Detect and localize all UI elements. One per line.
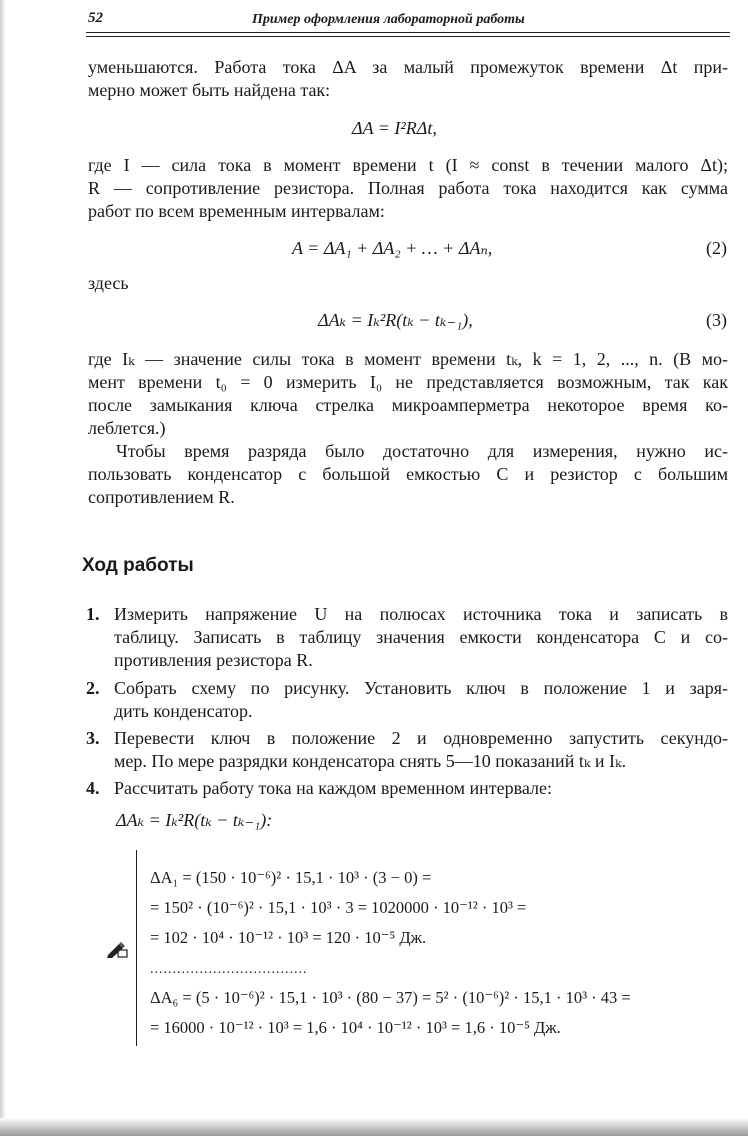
- page-edge-shadow: [0, 0, 6, 1136]
- text-line: мерно может быть найдена так:: [88, 80, 331, 100]
- pencil-icon: [106, 940, 128, 958]
- text-line: где Iₖ — значение силы тока в момент времени tₖ, k = 1, 2, ..., n. (В мо-: [88, 349, 728, 369]
- calculation-line: ΔA₆ = (5 · 10⁻⁶)² · 15,1 · 10³ · (80 − 37) = 5² · (10⁻⁶)² · 15,1 · 10³ · 43 =: [150, 988, 631, 1007]
- text-line: где I — сила тока в момент времени t (I ≈ const в течении малого Δt);: [88, 155, 728, 175]
- equation-number: (3): [706, 310, 727, 330]
- text-line: таблицу. Записать в таблицу значения емкости конденсатора C и со-: [114, 627, 728, 647]
- list-item-number: 4.: [86, 778, 100, 798]
- text-line: противления резистора R.: [114, 650, 313, 670]
- calculation-line: = 102 · 10⁴ · 10⁻¹² · 10³ = 120 · 10⁻⁵ Дж.: [150, 928, 427, 947]
- running-head: Пример оформления лабораторной работы: [252, 12, 525, 27]
- list-item-number: 1.: [86, 604, 100, 624]
- list-item-number: 2.: [86, 678, 100, 698]
- formula-total-work: A = ΔA₁ + ΔA₂ + … + ΔAₙ,: [292, 238, 493, 258]
- text-here: здесь: [88, 273, 129, 293]
- text-line: леблется.): [88, 418, 166, 438]
- formula-item4: ΔAₖ = Iₖ²R(tₖ − tₖ₋₁):: [116, 810, 273, 830]
- equation-number: (2): [706, 238, 727, 258]
- calculation-line: ΔA₁ = (150 · 10⁻⁶)² · 15,1 · 10³ · (3 − 0) =: [150, 868, 432, 887]
- text-line: Собрать схему по рисунку. Установить ключ в положение 1 и заря-: [114, 678, 728, 698]
- calculation-line: = 16000 · 10⁻¹² · 10³ = 1,6 · 10⁴ · 10⁻¹² · 10³ = 1,6 · 10⁻⁵ Дж.: [150, 1018, 561, 1037]
- page-bottom-shadow: [0, 1118, 748, 1136]
- ellipsis-dots: ...................................: [150, 962, 308, 977]
- formula-interval-work: ΔAₖ = Iₖ²R(tₖ − tₖ₋₁),: [318, 310, 473, 330]
- text-line: R — сопротивление резистора. Полная работа тока находится как сумма: [88, 178, 728, 198]
- text-line: Перевести ключ в положение 2 и одновременно запустить секундо-: [114, 728, 728, 748]
- text-line: после замыкания ключа стрелка микроамперметра некоторое время ко-: [88, 395, 728, 415]
- section-heading: Ход работы: [82, 555, 194, 576]
- header-rule: [86, 32, 730, 33]
- text-line: мент времени t₀ = 0 измерить I₀ не представляется возможным, так как: [88, 372, 728, 392]
- text-line: уменьшаются. Работа тока ΔA за малый промежуток времени Δt при-: [88, 57, 728, 77]
- text-line: пользовать конденсатор с большой емкостью C и резистор с большим: [88, 464, 728, 484]
- formula-work-element: ΔA = I²RΔt,: [352, 118, 437, 138]
- text-line: дить конденсатор.: [114, 701, 253, 721]
- text-line: Измерить напряжение U на полюсах источника тока и записать в: [114, 604, 728, 624]
- text-line: Чтобы время разряда было достаточно для измерения, нужно ис-: [116, 441, 728, 461]
- list-item-number: 3.: [86, 728, 100, 748]
- text-line: работ по всем временным интервалам:: [88, 201, 385, 221]
- page-number: 52: [88, 10, 103, 26]
- calculation-bracket: [136, 850, 137, 1046]
- text-line: мер. По мере разрядки конденсатора снять 5—10 показаний tₖ и Iₖ.: [114, 751, 627, 771]
- text-line: сопротивлением R.: [88, 487, 235, 507]
- header-rule-thin: [86, 36, 730, 37]
- calculation-line: = 150² · (10⁻⁶)² · 15,1 · 10³ · 3 = 1020000 · 10⁻¹² · 10³ =: [150, 898, 527, 917]
- text-line: Рассчитать работу тока на каждом временном интервале:: [114, 778, 553, 798]
